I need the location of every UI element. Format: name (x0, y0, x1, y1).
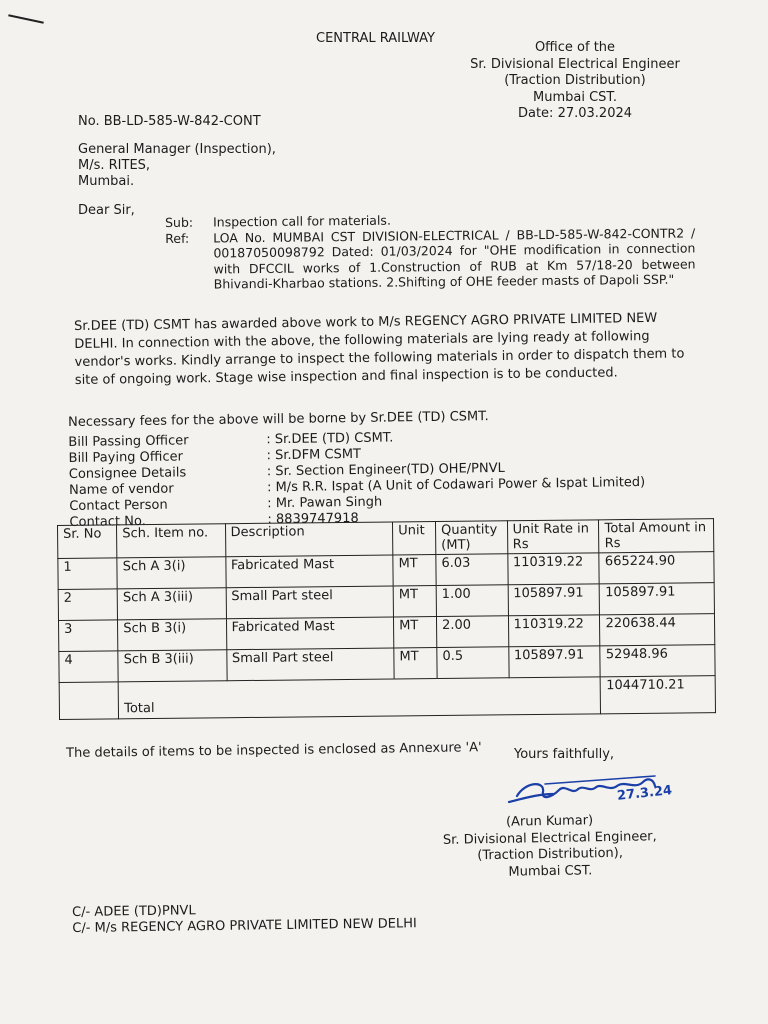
annexure-line: The details of items to be inspected is enclosed as Annexure 'A' (66, 740, 482, 761)
header-sch-item: Sch. Item no. (117, 524, 226, 558)
details-block (68, 406, 710, 531)
addressee-line-3: Mumbai. (78, 174, 135, 189)
header-unit: Unit (393, 522, 436, 555)
cell-unit: MT (393, 555, 436, 586)
detail-value: : Mr. Pawan Singh (267, 494, 383, 512)
cell-rate: 105897.91 (508, 646, 600, 678)
salutation: Dear Sir, (78, 203, 135, 218)
cell-qty: 6.03 (436, 554, 508, 586)
total-amount: 1044710.21 (601, 676, 716, 714)
detail-key: Bill Paying Officer (68, 449, 184, 466)
cell-amount: 52948.96 (600, 645, 715, 677)
office-line-3: (Traction Distribution) (504, 73, 646, 88)
cell-sr: 4 (59, 651, 119, 683)
cell-amount: 665224.90 (599, 552, 714, 584)
header-quantity: Quantity (MT) (436, 521, 508, 555)
cell-qty: 1.00 (436, 585, 508, 617)
addressee-line-1: General Manager (Inspection), (78, 142, 276, 157)
subject-block (165, 209, 696, 292)
cell-rate: 105897.91 (508, 584, 600, 616)
subject-text: Inspection call for materials. (212, 212, 391, 230)
reference-number: No. BB-LD-585-W-842-CONT (78, 114, 261, 129)
letter-date: Date: 27.03.2024 (517, 106, 633, 121)
cell-desc: Fabricated Mast (226, 617, 394, 650)
cell-sr: 3 (59, 620, 119, 652)
cell-unit: MT (394, 648, 437, 679)
copies-block (72, 900, 417, 936)
cell-unit: MT (393, 586, 436, 617)
subject-label: Sub: (165, 214, 194, 230)
copy-line: C/- ADEE (TD)PNVL (72, 903, 196, 920)
org-heading: CENTRAL RAILWAY (316, 31, 435, 46)
signatory-dept: (Traction Distribution), (477, 845, 624, 864)
reference-text: LOA No. MUMBAI CST DIVISION-ELECTRICAL / BB-LD-585-W-842-CONTR2 / 00187050098792 Dated: 01/03/2024 for "OHE modification in connection with DFCCIL works of 1.Construction of RUB at Km 57/18-20 between Bhivandi-Kharbao stations. 2.Shifting of OHE feeder masts of Dapoli SSP." (213, 224, 696, 292)
signatory-designation: Sr. Divisional Electrical Engineer, (442, 828, 657, 848)
body-paragraph: Sr.DEE (TD) CSMT has awarded above work to M/s REGENCY AGRO PRIVATE LIMITED NEW DELHI. In connection with the above, the following materials are lying ready at following vendor's works. Kindly arrange to inspect the following materials in order to dispatch them to site of ongoing work. Stage wise inspection and final inspection is to be conducted. (74, 310, 685, 388)
copy-line: C/- M/s REGENCY AGRO PRIVATE LIMITED NEW DELHI (72, 915, 417, 936)
materials-table (57, 518, 716, 720)
detail-value: : 8839747918 (267, 510, 359, 528)
addressee-line-2: M/s. RITES, (78, 158, 151, 173)
header-amount: Total Amount in Rs (599, 519, 714, 553)
cell-desc: Small Part steel (226, 586, 394, 619)
detail-value: : Sr.DEE (TD) CSMT. (266, 430, 394, 448)
signatory-block (429, 812, 670, 882)
detail-key: Bill Passing Officer (68, 433, 189, 450)
cell-rate: 110319.22 (508, 615, 600, 647)
office-block (460, 40, 690, 123)
closing: Yours faithfully, (514, 747, 615, 762)
total-label: Total (118, 677, 601, 719)
cell-sr: 2 (58, 589, 118, 621)
cell-unit: MT (394, 617, 437, 648)
cell-amount: 220638.44 (600, 614, 715, 646)
signature-date: 27.3.24 (616, 783, 673, 804)
detail-value: : Sr.DFM CSMT (266, 446, 362, 464)
cell-amount: 105897.91 (600, 583, 715, 615)
cell-item: Sch A 3(iii) (117, 588, 226, 620)
cell-desc: Fabricated Mast (225, 555, 393, 588)
office-line-2: Sr. Divisional Electrical Engineer (470, 56, 680, 72)
detail-key: Contact Person (69, 497, 168, 514)
cell-desc: Small Part steel (226, 648, 394, 681)
reference-label: Ref: (165, 230, 190, 246)
header-description: Description (225, 522, 393, 557)
header-sr-no: Sr. No (58, 525, 118, 559)
addressee-block (78, 142, 276, 190)
signatory-name: (Arun Kumar) (505, 813, 594, 830)
detail-value: : Sr. Section Engineer(TD) OHE/PNVL (266, 460, 505, 480)
cell-blank (59, 682, 119, 720)
cell-item: Sch A 3(i) (117, 557, 226, 589)
margin-mark (8, 14, 44, 23)
cell-rate: 110319.22 (507, 553, 599, 585)
signature-icon (505, 772, 715, 814)
table-total-row (59, 676, 715, 720)
header-rate: Unit Rate in Rs (507, 520, 599, 554)
detail-key: Contact No. (69, 513, 146, 530)
signatory-place: Mumbai CST. (508, 862, 593, 880)
cell-qty: 2.00 (436, 616, 508, 648)
fees-line: Necessary fees for the above will be borne by Sr.DEE (TD) CSMT. (68, 409, 489, 430)
office-line-4: Mumbai CST. (533, 89, 617, 105)
cell-item: Sch B 3(i) (118, 619, 227, 651)
detail-value: : M/s R.R. Ispat (A Unit of Codawari Power & Ispat Limited) (266, 474, 646, 496)
signature (505, 772, 715, 818)
detail-key: Consignee Details (68, 465, 187, 482)
office-line-1: Office of the (534, 40, 616, 55)
cell-qty: 0.5 (437, 647, 509, 679)
cell-item: Sch B 3(iii) (118, 650, 227, 682)
detail-key: Name of vendor (68, 481, 174, 498)
cell-sr: 1 (58, 558, 118, 590)
